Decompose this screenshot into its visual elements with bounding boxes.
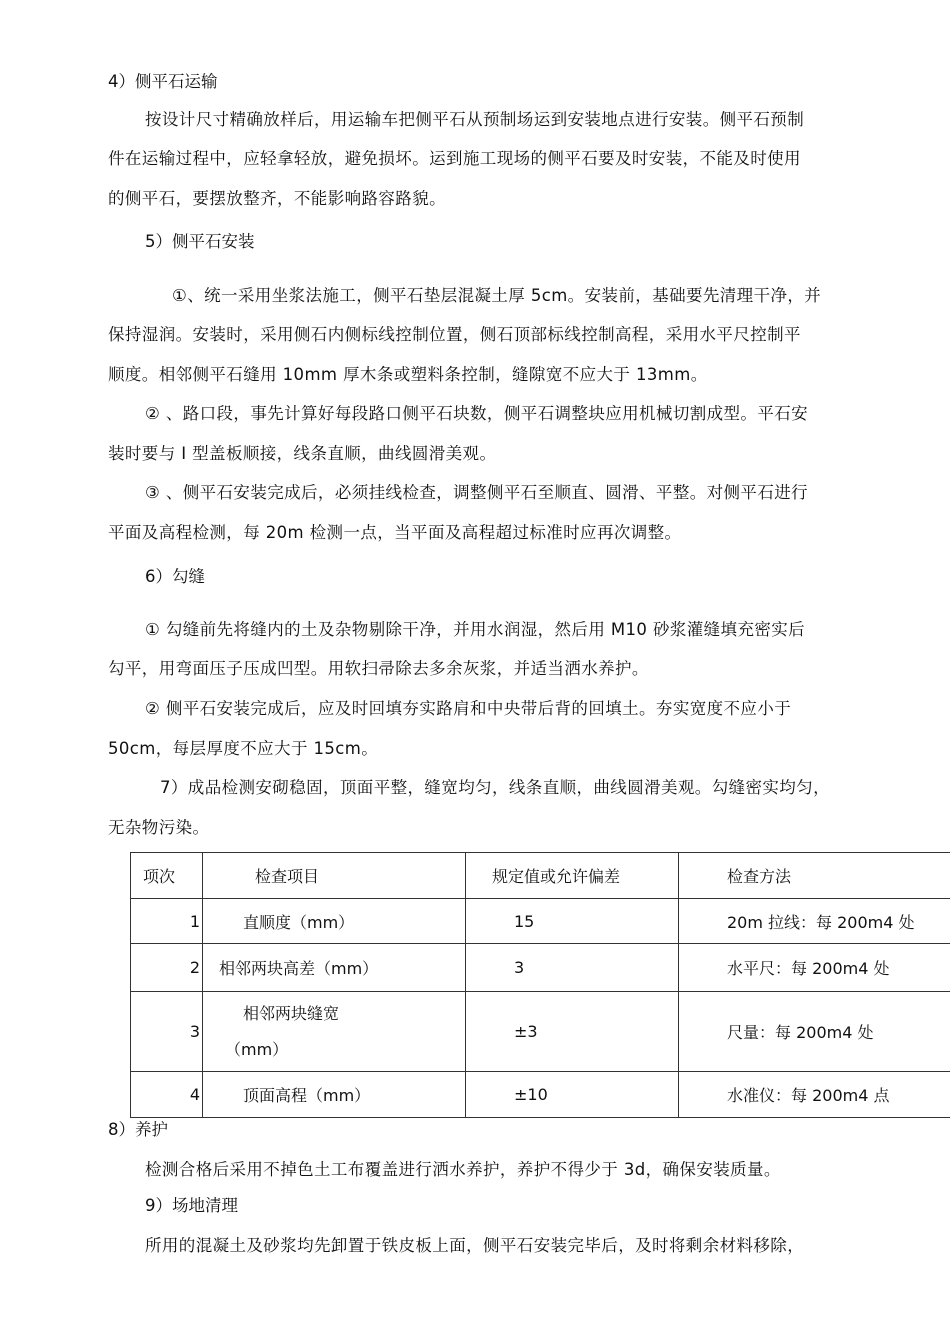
table-cell-no: 4 <box>131 1072 203 1118</box>
table-row <box>131 899 950 944</box>
section5-item1-line-2: 保持湿润。安装时，采用侧石内侧标线控制位置，侧石顶部标线控制高程，采用水平尺控制平 <box>108 325 801 344</box>
section7-line-2: 无杂物污染。 <box>108 818 210 837</box>
table-cell-item-line-1: 相邻两块缝宽 <box>243 1003 340 1023</box>
table-cell-method: 水平尺：每 200m4 处 <box>679 944 950 992</box>
table-cell-value: 15 <box>466 899 679 944</box>
table-cell-method: 水准仪：每 200m4 点 <box>679 1072 950 1118</box>
section6-heading: 6）勾缝 <box>145 567 205 586</box>
inspection-table <box>130 852 950 1118</box>
table-header-value: 规定值或允许偏差 <box>466 853 679 899</box>
table-cell-item: 顶面高程（mm） <box>203 1072 466 1118</box>
table-cell-value: 3 <box>466 944 679 992</box>
table-cell-item-line-2: （mm） <box>225 1039 289 1059</box>
section8-line: 检测合格后采用不掉色土工布覆盖进行洒水养护，养护不得少于 3d，确保安装质量。 <box>145 1160 781 1179</box>
section4-line-1: 按设计尺寸精确放样后，用运输车把侧平石从预制场运到安装地点进行安装。侧平石预制 <box>145 110 805 129</box>
table-row <box>131 992 950 1072</box>
table-cell-no: 1 <box>131 899 203 944</box>
section4-heading: 4）侧平石运输 <box>108 72 218 91</box>
table-cell-item <box>203 992 466 1072</box>
section5-item1-line-1: ①、统一采用坐浆法施工，侧平石垫层混凝土厚 5cm。安装前，基础要先清理干净，并 <box>172 286 822 305</box>
section5-heading: 5）侧平石安装 <box>145 232 255 251</box>
table-header-method: 检查方法 <box>679 853 950 899</box>
section6-item1-line-2: 勾平，用弯面压子压成凹型。用软扫帚除去多余灰浆，并适当洒水养护。 <box>108 659 649 678</box>
table-row <box>131 1072 950 1118</box>
section8-heading: 8）养护 <box>108 1120 168 1139</box>
section5-item3-line-1: ③ 、侧平石安装完成后，必须挂线检查，调整侧平石至顺直、圆滑、平整。对侧平石进行 <box>145 483 809 502</box>
section7-line-1: 7）成品检测安砌稳固，顶面平整，缝宽均匀，线条直顺，曲线圆滑美观。勾缝密实均匀， <box>160 778 830 797</box>
section6-item2-line-2: 50cm，每层厚度不应大于 15cm。 <box>108 739 379 758</box>
section4-line-2: 件在运输过程中，应轻拿轻放，避免损坏。运到施工现场的侧平石要及时安装，不能及时使用 <box>108 149 801 168</box>
section9-line: 所用的混凝土及砂浆均先卸置于铁皮板上面，侧平石安装完毕后，及时将剩余材料移除， <box>145 1236 805 1255</box>
section5-item2-line-2: 装时要与 I 型盖板顺接，线条直顺，曲线圆滑美观。 <box>108 444 497 463</box>
table-cell-item: 相邻两块高差（mm） <box>203 944 466 992</box>
table-row <box>131 944 950 992</box>
table-cell-no: 3 <box>131 992 203 1072</box>
table-header-row <box>131 853 950 899</box>
table-cell-value: ±10 <box>466 1072 679 1118</box>
section6-item2-line-1: ② 侧平石安装完成后，应及时回填夯实路肩和中央带后背的回填土。夯实宽度不应小于 <box>145 699 792 718</box>
table-header-no: 项次 <box>131 853 203 899</box>
table-cell-no: 2 <box>131 944 203 992</box>
section5-item3-line-2: 平面及高程检测，每 20m 检测一点，当平面及高程超过标准时应再次调整。 <box>108 523 682 542</box>
section5-item2-line-1: ② 、路口段，事先计算好每段路口侧平石块数，侧平石调整块应用机械切割成型。平石安 <box>145 404 809 423</box>
table-cell-item: 直顺度（mm） <box>203 899 466 944</box>
section5-item1-line-3: 顺度。相邻侧平石缝用 10mm 厚木条或塑料条控制，缝隙宽不应大于 13mm。 <box>108 365 708 384</box>
table-cell-method: 20m 拉线：每 200m4 处 <box>679 899 950 944</box>
section6-item1-line-1: ① 勾缝前先将缝内的土及杂物剔除干净，并用水润湿，然后用 M10 砂浆灌缝填充密实后 <box>145 620 806 639</box>
table-cell-method: 尺量：每 200m4 处 <box>679 992 950 1072</box>
section4-line-3: 的侧平石，要摆放整齐，不能影响路容路貌。 <box>108 189 446 208</box>
table-header-item: 检查项目 <box>203 853 466 899</box>
table-cell-value: ±3 <box>466 992 679 1072</box>
section9-heading: 9）场地清理 <box>145 1196 238 1215</box>
